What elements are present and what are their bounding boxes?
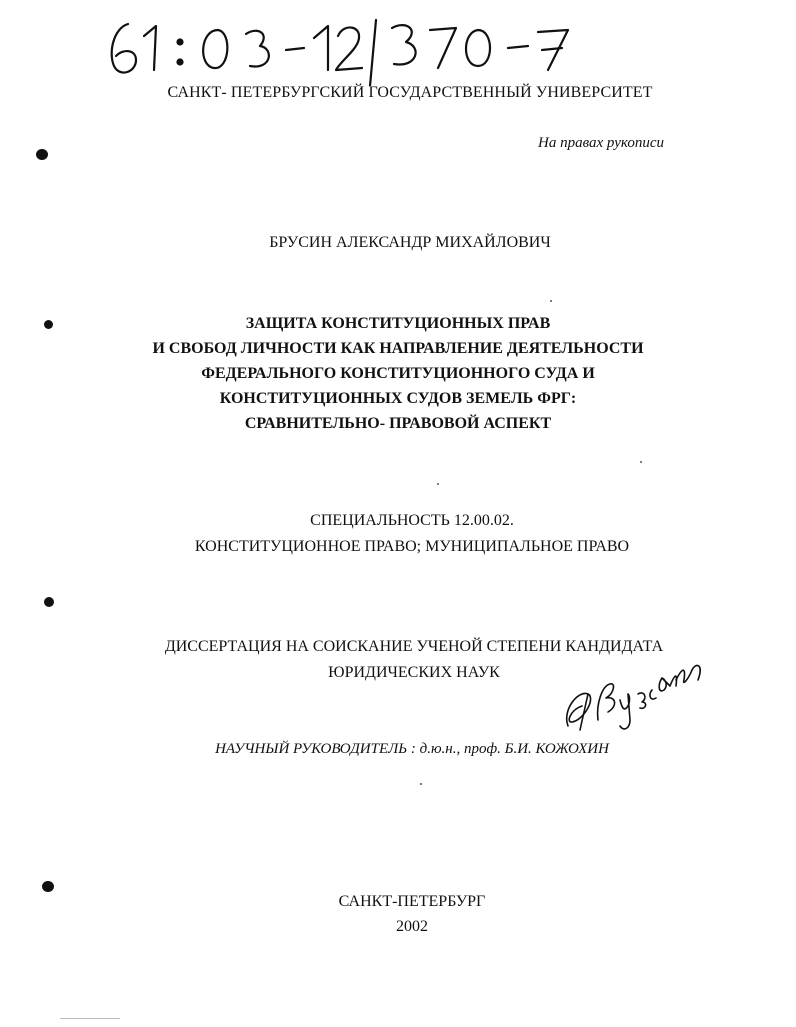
dissertation-degree-line-1: ДИССЕРТАЦИЯ НА СОИСКАНИЕ УЧЕНОЙ СТЕПЕНИ КАНДИДАТА <box>164 638 664 655</box>
punch-hole-mark <box>42 881 54 892</box>
dissertation-title <box>0 311 796 436</box>
punch-hole-mark <box>44 597 54 607</box>
punch-hole-mark <box>36 149 48 160</box>
author-name: БРУСИН АЛЕКСАНДР МИХАЙЛОВИЧ <box>269 234 551 251</box>
manuscript-rights-note: На правах рукописи <box>538 135 664 151</box>
scan-speck <box>420 783 422 785</box>
specialty-name: КОНСТИТУЦИОННОЕ ПРАВО; МУНИЦИПАЛЬНОЕ ПРАВО <box>194 538 630 555</box>
title-line: ФЕДЕРАЛЬНОГО КОНСТИТУЦИОННОГО СУДА И <box>201 365 595 382</box>
scientific-advisor: НАУЧНЫЙ РУКОВОДИТЕЛЬ : д.ю.н., проф. Б.И. КОЖОХИН <box>215 741 609 757</box>
title-line: И СВОБОД ЛИЧНОСТИ КАК НАПРАВЛЕНИЕ ДЕЯТЕЛЬНОСТИ <box>152 340 644 357</box>
title-line: ЗАЩИТА КОНСТИТУЦИОННЫХ ПРАВ <box>245 315 551 332</box>
author-signature <box>558 650 708 735</box>
university-name: САНКТ- ПЕТЕРБУРГСКИЙ ГОСУДАРСТВЕННЫЙ УНИВЕРСИТЕТ <box>167 84 653 101</box>
year: 2002 <box>396 918 428 935</box>
city: САНКТ-ПЕТЕРБУРГ <box>338 893 486 910</box>
dissertation-degree-line-2: ЮРИДИЧЕСКИХ НАУК <box>328 664 500 681</box>
specialty-code: СПЕЦИАЛЬНОСТЬ 12.00.02. <box>310 512 514 529</box>
title-line: СРАВНИТЕЛЬНО- ПРАВОВОЙ АСПЕКТ <box>244 415 552 432</box>
handwritten-archive-number <box>100 6 600 86</box>
scan-speck <box>437 483 439 485</box>
punch-hole-mark <box>44 320 53 329</box>
title-line: КОНСТИТУЦИОННЫХ СУДОВ ЗЕМЕЛЬ ФРГ: <box>219 390 577 407</box>
scan-edge-line <box>60 1018 120 1019</box>
scan-speck <box>640 461 642 463</box>
scan-speck <box>550 300 552 302</box>
